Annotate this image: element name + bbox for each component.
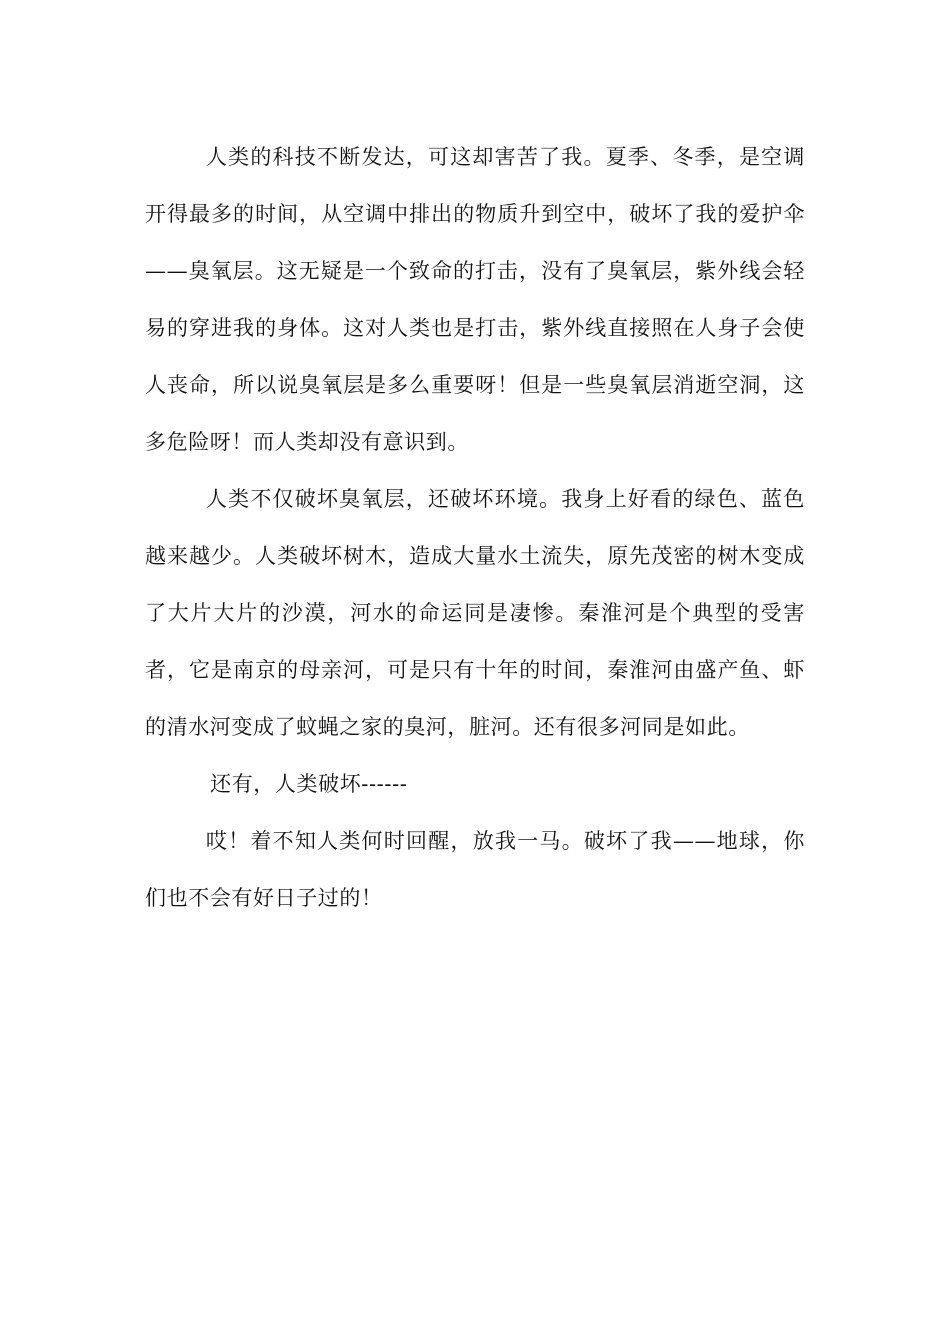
paragraph-environment: 人类不仅破坏臭氧层，还破坏环境。我身上好看的绿色、蓝色越来越少。人类破坏树木，造成大量水土流失，原先茂密的树木变成了大片大片的沙漠，河水的命运同是凄惨。秦淮河是个典型的受害者，它是南京的母亲河，可是只有十年的时间，秦淮河由盛产鱼、虾的清水河变成了蚊蝇之家的臭河，脏河。还有很多河同是如此。 bbox=[145, 487, 805, 739]
paragraph-continuation: 还有，人类破坏------ bbox=[210, 772, 408, 796]
paragraph-ozone: 人类的科技不断发达，可这却害苦了我。夏季、冬季，是空调开得最多的时间，从空调中排出的物质升到空中，破坏了我的爱护伞——臭氧层。这无疑是一个致命的打击，没有了臭氧层，紫外线会轻易的穿进我的身体。这对人类也是打击，紫外线直接照在人身子会使人丧命，所以说臭氧层是多么重要呀！但是一些臭氧层消逝空洞，这多危险呀！而人类却没有意识到。 bbox=[145, 145, 805, 454]
paragraph-conclusion: 哎！着不知人类何时回醒，放我一马。破坏了我——地球，你们也不会有好日子过的！ bbox=[145, 829, 805, 910]
document-body bbox=[145, 129, 805, 927]
